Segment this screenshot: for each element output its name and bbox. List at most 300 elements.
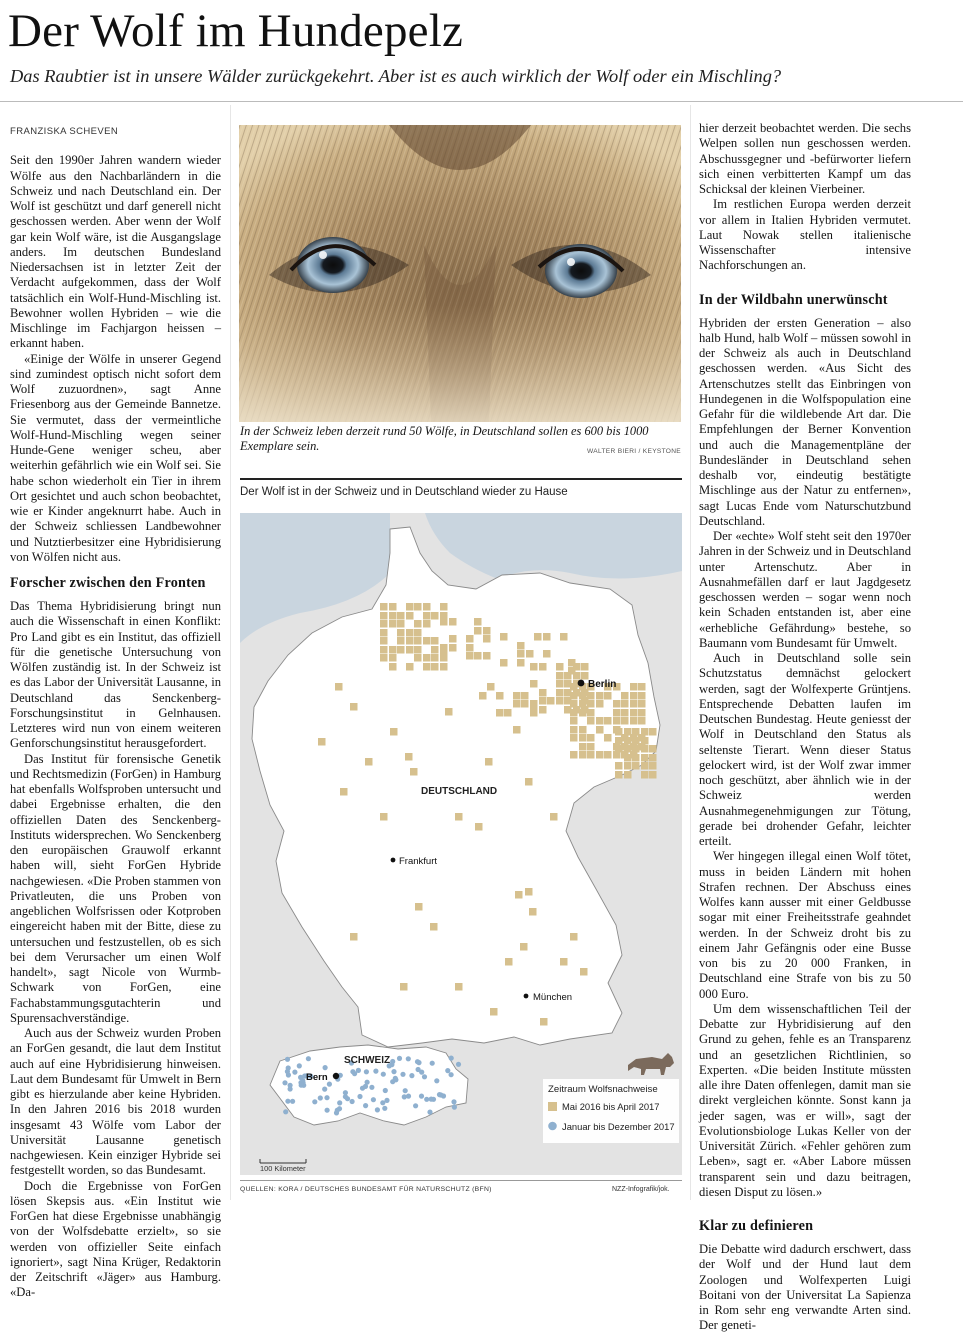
caption-text: In der Schweiz leben derzeit rund 50 Wölfe, in Deutschland sollen es 600 bis 1000 Exemplare sein. (240, 424, 649, 453)
sighting-square (440, 603, 448, 611)
sighting-square (389, 603, 397, 611)
sighting-square (587, 743, 595, 751)
sighting-square (521, 692, 529, 700)
sighting-square (474, 618, 482, 626)
legend-title: Zeitraum Wolfsnachweise (548, 1084, 658, 1095)
paragraph: Doch die Ergebnisse von ForGen lösen Skepsis aus. «Ein Institut wie ForGen hat diese Ergebnisse unabhängig von der Wolfsdebatte erzielt», so sie werden von offizieller Seite einfach ignoriert», sagt Nina Krüger, Redaktorin der Zeitschrift «Jäger» aus Hamburg. «Da- (10, 1178, 221, 1300)
sighting-dot (456, 1062, 461, 1067)
sighting-square (513, 692, 521, 700)
legend-swatch-square (548, 1102, 557, 1111)
sighting-square (505, 958, 513, 966)
sighting-square (641, 771, 649, 779)
sighting-square (449, 635, 457, 643)
sighting-square (641, 754, 649, 762)
legend-label: Mai 2016 bis April 2017 (562, 1101, 660, 1112)
sighting-square (440, 663, 448, 671)
sighting-dot (282, 1080, 287, 1085)
sighting-dot (409, 1073, 414, 1078)
sighting-square (430, 923, 438, 931)
sighting-dot (393, 1077, 398, 1082)
sighting-square (550, 813, 558, 821)
sighting-dot (434, 1078, 439, 1083)
germany-label: DEUTSCHLAND (421, 786, 498, 797)
sighting-square (539, 663, 547, 671)
sighting-dot (419, 1094, 424, 1099)
muenchen-label: München (533, 992, 573, 1003)
sighting-square (406, 646, 414, 654)
sighting-square (485, 758, 493, 766)
sighting-square (547, 697, 555, 705)
sighting-square (414, 620, 422, 628)
paragraph: Der «echte» Wolf steht seit den 1970er Jahren in der Schweiz und in Deutschland unter Artenschutz. Aber in Ausnahmefällen darf er laut Jagdgesetz geschossen werden – sogar wenn noch kein Schaden entstanden ist, aber eine «erhebliche Gefährdung» bestehe, so Baumann vom Bundesamt für Umwelt. (699, 529, 911, 650)
sighting-dot (383, 1088, 388, 1093)
sighting-square (526, 650, 534, 658)
sighting-square (587, 692, 595, 700)
sighting-square (350, 703, 358, 711)
subheadline: Das Raubtier ist in unsere Wälder zurückgekehrt. Aber ist es auch wirklich der Wolf oder ein Mischling? (10, 66, 782, 86)
sighting-square (397, 646, 405, 654)
map-bottom-rule (240, 1180, 682, 1181)
sighting-square (556, 663, 564, 671)
sighting-dot (363, 1103, 368, 1108)
frankfurt-marker (391, 858, 396, 863)
sighting-square (389, 654, 397, 662)
sighting-square (397, 629, 405, 637)
section-heading: Forscher zwischen den Fronten (10, 575, 206, 591)
bern-marker (333, 1073, 339, 1079)
sighting-square (587, 734, 595, 742)
sighting-dot (288, 1086, 293, 1091)
sighting-square (560, 633, 568, 641)
bern-label: Bern (306, 1072, 328, 1083)
sighting-square (521, 700, 529, 708)
paragraph: Wer hingegen illegal einen Wolf tötet, muss in beiden Ländern mit hohen Strafen rechnen. Der Abschuss eines Wolfes kann ausser mit einer Geldbusse sogar mit einer Freiheitsstrafe geahndet werden. In der Schweiz droht bis zu einem Jahr Gefängnis oder eine Busse von bis zu 20 000 Franken, in Deutschland eine Strafe von bis zu 50 000 Euro. (699, 849, 911, 1001)
sighting-square (466, 635, 474, 643)
sighting-square (570, 709, 578, 717)
sighting-square (624, 762, 632, 770)
sighting-dot (413, 1103, 418, 1108)
sighting-dot (400, 1072, 405, 1077)
column-divider (690, 105, 691, 1200)
sighting-square (410, 768, 418, 776)
sighting-square (570, 734, 578, 742)
sighting-dot (371, 1097, 376, 1102)
sighting-dot (430, 1061, 435, 1066)
sighting-square (613, 717, 621, 725)
sighting-square (530, 700, 538, 708)
sighting-square (517, 659, 525, 667)
sighting-square (449, 644, 457, 652)
sighting-square (389, 646, 397, 654)
sighting-square (613, 700, 621, 708)
sighting-square (579, 743, 587, 751)
sighting-square (520, 943, 528, 951)
sighting-square (621, 709, 629, 717)
sighting-square (649, 754, 657, 762)
sighting-dot (318, 1095, 323, 1100)
sighting-square (380, 603, 388, 611)
sighting-square (632, 728, 640, 736)
sighting-dot (406, 1056, 411, 1061)
sighting-dot (422, 1074, 427, 1079)
paragraph: Im restlichen Europa werden derzeit vor allem in Italien Hybriden vermutet. Laut Nowak stellen italienische Wissenschafter intensive Nachforschungen an. (699, 197, 911, 273)
sighting-dot (424, 1097, 429, 1102)
sighting-square (455, 983, 463, 991)
sighting-square (613, 709, 621, 717)
sighting-square (335, 683, 343, 691)
sighting-square (525, 888, 533, 896)
sighting-square (641, 762, 649, 770)
infographic-credit: NZZ-Infografik/jok. (612, 1186, 670, 1193)
sighting-square (570, 726, 578, 734)
sighting-square (579, 700, 587, 708)
paragraph: Auch aus der Schweiz wurden Proben an ForGen gesandt, die laut dem Institut auch auf eine Hybridisierung hinweisen. Laut dem Bundesamt für Umwelt in Bern gibt es hierzulande aber keine Hybriden. In den Jahren 2016 bis 2018 wurden insgesamt 43 Wölfe vom Labor der Universität Lausanne genetisch nachgewiesen. Kein einziger Hybride sei festgestellt worden, so das Bundesamt. (10, 1026, 221, 1178)
sighting-square (539, 689, 547, 697)
sighting-dot (312, 1099, 317, 1104)
sighting-square (615, 771, 623, 779)
sighting-square (389, 612, 397, 620)
sighting-square (431, 654, 439, 662)
sighting-square (440, 644, 448, 652)
berlin-marker (578, 680, 585, 687)
sighting-dot (445, 1068, 450, 1073)
sighting-square (405, 753, 413, 761)
paragraph: Das Institut für forensische Genetik und Rechtsmedizin (ForGen) in Hamburg hat ebenfalls Wolfsproben untersucht und dabei Ergebnisse erhalten, die den offiziellen Daten des Senckenberg-Instituts widersprechen. Wo Senckenberg den europäischen Grauwolf erkannt haben will, sieht ForGen Hybride nachgewiesen. «Die Proben stammen von Privatleuten, die uns Proben von angeblichen Wolfsrissen oder Kotproben eingereicht haben mit der Bitte, diese zu untersuchen und festzustellen, ob es sich bei dem Verursacher um einen Wolf handelt», sagt Nicole von Wurmb-Schwark von ForGen, eine Fachabstammungsgutachterin und Spurensachverständige. (10, 751, 221, 1025)
section-heading: Klar zu definieren (699, 1218, 814, 1234)
sighting-square (580, 968, 588, 976)
sighting-square (638, 717, 646, 725)
sighting-dot (451, 1099, 456, 1104)
sighting-square (615, 762, 623, 770)
sighting-dot (283, 1109, 288, 1114)
legend-swatch-dot (548, 1122, 557, 1131)
sighting-dot (337, 1106, 342, 1111)
sighting-square (604, 734, 612, 742)
top-rule (0, 101, 963, 102)
sighting-dot (397, 1056, 402, 1061)
sighting-square (529, 908, 537, 916)
sighting-dot (285, 1057, 290, 1062)
sighting-square (365, 758, 373, 766)
scale-label: 100 Kilometer (260, 1164, 306, 1173)
sighting-square (615, 728, 623, 736)
sighting-dot (357, 1094, 362, 1099)
sighting-square (517, 642, 525, 650)
article-column-3 (699, 121, 911, 1334)
sighting-square (475, 823, 483, 831)
legend-label: Januar bis Dezember 2017 (562, 1121, 675, 1132)
sighting-square (380, 813, 388, 821)
sighting-dot (350, 1099, 355, 1104)
sighting-square (630, 709, 638, 717)
sighting-square (423, 663, 431, 671)
sighting-dot (449, 1056, 454, 1061)
sighting-dot (382, 1106, 387, 1111)
sighting-square (318, 738, 326, 746)
sighting-square (414, 654, 422, 662)
sighting-square (389, 663, 397, 671)
sighting-dot (286, 1065, 291, 1070)
sighting-square (455, 813, 463, 821)
sighting-square (604, 751, 612, 759)
paragraph: Die Debatte wird dadurch erschwert, dass der Wolf und der Hund laut dem Zoologen und Wolfexperten Luigi Boitani von der Universitat La Sapienza in Rom sehr eng verwandte Arten sind. Der geneti- (699, 1242, 911, 1333)
sighting-square (483, 627, 491, 635)
paragraph: Das Thema Hybridisierung bringt nun auch die Wissenschaft in einen Konflikt: Pro Land gibt es ein Institut, das offiziell für die genetische Untersuchung von Wölfen zuständig ist. In der Schweiz ist es das Labor der Universität Lausanne, in Deutschland das Senckenberg-Forschungsinstitut in Gelnhausen. Letzteres wird nun von einem weiteren Genforschungsinstitut herausgefordert. (10, 599, 221, 751)
sighting-square (624, 754, 632, 762)
sighting-square (397, 612, 405, 620)
sighting-square (570, 683, 578, 691)
paragraph: Seit den 1990er Jahren wandern wieder Wölfe aus den Nachbarländern in die Schweiz und nach Deutschland ein. Der Wolf ist geschützt und darf generell nicht geschossen werden. Aber wenn der Wolf gar kein Wolf wäre, ist die Ausgangslage anders. Im deutschen Bundesland Niedersachsen ist in letzter Zeit der Verdacht aufgekommen, dass der Wolf tatsächlich ein Wolf-Hund-Mischling ist. Bewohner wollen Hybriden – wie die Mischlinge im Fachjargon heissen – erkannt haben. (10, 153, 221, 351)
sighting-square (632, 745, 640, 753)
sighting-square (380, 654, 388, 662)
sighting-square (525, 778, 533, 786)
sighting-square (560, 958, 568, 966)
sighting-square (496, 692, 504, 700)
sighting-square (431, 663, 439, 671)
sighting-square (474, 652, 482, 660)
sighting-square (568, 667, 576, 675)
sighting-square (630, 717, 638, 725)
column-divider (230, 105, 231, 1200)
sighting-square (641, 737, 649, 745)
sighting-square (504, 709, 512, 717)
sighting-square (621, 692, 629, 700)
sighting-square (380, 629, 388, 637)
sighting-dot (297, 1063, 302, 1068)
sighting-square (568, 659, 576, 667)
map-sources: QUELLEN: KORA / DEUTSCHES BUNDESAMT FÜR NATURSCHUTZ (BFN) (240, 1186, 492, 1193)
sighting-square (649, 771, 657, 779)
sighting-square (479, 692, 487, 700)
sighting-square (615, 745, 623, 753)
sighting-square (638, 683, 646, 691)
sighting-square (466, 644, 474, 652)
sighting-square (431, 612, 439, 620)
sighting-dot (290, 1099, 295, 1104)
sighting-square (649, 728, 657, 736)
sighting-dot (324, 1095, 329, 1100)
sighting-square (621, 717, 629, 725)
sighting-square (596, 692, 604, 700)
sighting-square (649, 745, 657, 753)
sighting-square (431, 637, 439, 645)
sighting-square (390, 728, 398, 736)
map-title: Der Wolf ist in der Schweiz und in Deutschland wieder zu Hause (240, 486, 568, 498)
sighting-dot (429, 1097, 434, 1102)
sighting-square (621, 700, 629, 708)
sighting-dot (449, 1072, 454, 1077)
sighting-dot (391, 1069, 396, 1074)
map-rule (240, 478, 682, 480)
sighting-square (540, 1018, 548, 1026)
sighting-square (587, 709, 595, 717)
sighting-dot (437, 1092, 442, 1097)
sighting-square (431, 646, 439, 654)
sighting-dot (406, 1094, 411, 1099)
sighting-square (556, 697, 564, 705)
sighting-dot (375, 1107, 380, 1112)
sighting-square (556, 680, 564, 688)
sighting-dot (292, 1070, 297, 1075)
sighting-square (624, 737, 632, 745)
sighting-dot (306, 1056, 311, 1061)
sighting-square (380, 612, 388, 620)
sighting-square (638, 709, 646, 717)
section-heading: In der Wildbahn unerwünscht (699, 291, 888, 308)
sighting-square (397, 637, 405, 645)
sighting-square (630, 683, 638, 691)
sighting-square (570, 717, 578, 725)
sighting-square (570, 692, 578, 700)
paragraph: Hybriden der ersten Generation – also halb Hund, halb Wolf – müssen sowohl in der Schweiz als auch in Deutschland geschossen werden. «Aus Sicht des Artenschutzes stellt das Einbringen von Hundegenen in die Wolfspopulation eine Gefahr für die wildlebende Art dar. Die Empfehlungen der Berner Konvention und auch die Managementpläne der Bundesländer in Deutschland sehen deshalb vor, eindeutig bestätigte Mischlinge aus der Natur zu entfernen», sagt Lucas Ende vom Naturschutzbund Deutschland. (699, 315, 911, 528)
sighting-square (641, 745, 649, 753)
sighting-square (423, 612, 431, 620)
sighting-dot (343, 1094, 348, 1099)
sighting-dot (299, 1083, 304, 1088)
sighting-square (406, 612, 414, 620)
sighting-square (596, 717, 604, 725)
sighting-square (423, 637, 431, 645)
sighting-square (389, 620, 397, 628)
sighting-square (515, 891, 523, 899)
wolf-eyes-photo (239, 125, 681, 422)
paragraph: Um dem wissenschaftlichen Teil der Debatte zur Hybridisierung auf den Grund zu gehen, fehle es an Transparenz und an gesetzlichen Richtlinien, so Experten. «Die beiden Institute müssten alle ihre Daten offenlegen, damit man sie direkt vergleichen könnte. Sonst kann ja jeder sagen, was er will», sagt der Evolutionsbiologe Lukas Keller von der Universität Zürich. «Fehler gehören zum Leben», sagt er. «Aber Labore müssen transparent sein und dazu beitragen, diesen Disput zu lösen.» (699, 1001, 911, 1199)
headline: Der Wolf im Hundepelz (8, 5, 464, 57)
sighting-square (579, 751, 587, 759)
sighting-square (530, 709, 538, 717)
sighting-square (638, 692, 646, 700)
sighting-square (570, 700, 578, 708)
sighting-dot (364, 1069, 369, 1074)
sighting-square (641, 728, 649, 736)
sighting-square (596, 751, 604, 759)
sighting-square (543, 650, 551, 658)
right-eye (545, 244, 617, 298)
sighting-square (340, 788, 348, 796)
sighting-square (414, 629, 422, 637)
sighting-square (587, 700, 595, 708)
sighting-square (579, 734, 587, 742)
sighting-square (414, 646, 422, 654)
sighting-dot (285, 1099, 290, 1104)
sighting-square (380, 620, 388, 628)
frankfurt-label: Frankfurt (399, 856, 438, 867)
sighting-square (406, 637, 414, 645)
sighting-square (474, 627, 482, 635)
sighting-square (543, 633, 551, 641)
sighting-square (596, 700, 604, 708)
sighting-square (604, 692, 612, 700)
sighting-dot (325, 1108, 330, 1113)
article-column-1 (10, 124, 221, 1301)
sighting-square (630, 692, 638, 700)
sighting-square (414, 637, 422, 645)
sighting-square (556, 689, 564, 697)
sighting-dot (322, 1087, 327, 1092)
sighting-square (414, 603, 422, 611)
sighting-square (500, 633, 508, 641)
sighting-square (632, 737, 640, 745)
wolf-map (240, 513, 682, 1175)
sighting-dot (350, 1069, 355, 1074)
sighting-square (556, 672, 564, 680)
sighting-square (440, 652, 448, 660)
author-byline: FRANZISKA SCHEVEN (10, 126, 119, 137)
sighting-dot (403, 1088, 408, 1093)
sighting-dot (452, 1105, 457, 1110)
sighting-square (581, 663, 589, 671)
sighting-square (649, 762, 657, 770)
berlin-label: Berlin (588, 679, 617, 690)
sighting-square (380, 637, 388, 645)
sighting-square (624, 745, 632, 753)
sighting-dot (427, 1110, 432, 1115)
sighting-square (587, 751, 595, 759)
sighting-dot (380, 1100, 385, 1105)
sighting-square (415, 903, 423, 911)
paragraph: «Einige der Wölfe in unserer Gegend sind zumindest optisch nicht sofort dem Wolf zuzuordnen», sagt Anne Friesenborg aus der Gemeinde Bannetze. Sie vermutet, dass der vermeintliche Wolf-Hund-Mischling wegen seiner Hunde-Gene weniger scheu, aber weiterhin gefährlich wie ein Wolf sei. Sie habe schon wiederholt ein Tier in ihrem Ort gesichtet und auch schon beobachtet, wie er Kinder angeknurrt habe. Auch in der Schweiz schliessen Landbewohner und Nutztierbesitzer eine Hybridisierung von Wölfen nicht aus. (10, 351, 221, 564)
sighting-dot (381, 1072, 386, 1077)
sighting-square (445, 708, 453, 716)
sighting-square (630, 700, 638, 708)
sighting-square (579, 726, 587, 734)
sighting-square (490, 1008, 498, 1016)
switzerland-label: SCHWEIZ (344, 1055, 391, 1066)
sighting-dot (416, 1060, 421, 1065)
sighting-square (587, 717, 595, 725)
sighting-square (534, 633, 542, 641)
map-legend (543, 1079, 679, 1143)
sighting-dot (365, 1080, 370, 1085)
sighting-square (570, 751, 578, 759)
sighting-square (483, 652, 491, 660)
paragraph: Auch in Deutschland solle sein Schutzstatus demnächst gelockert werden, sagt der Wolfexperte Grüntjens. Entsprechende Debatten laufen im Deutschen Bundestag. Heute geniesst der Wolf in Deutschland den Status als seltenste Tierart. Wenn dieser Status gelockert wird, ist der Wolf zwar immer noch geschützt, aber ähnlich wie in der Schweiz werden Ausnahmegenehmigungen zur Tötung, gerade bei drohender Gefahr, leichter erteilt. (699, 651, 911, 848)
sighting-square (500, 659, 508, 667)
sighting-square (397, 620, 405, 628)
sighting-square (513, 700, 521, 708)
sighting-square (530, 680, 538, 688)
sighting-square (406, 663, 414, 671)
sighting-square (624, 728, 632, 736)
sighting-square (400, 983, 408, 991)
muenchen-marker (524, 994, 529, 999)
sighting-dot (373, 1069, 378, 1074)
sighting-square (596, 726, 604, 734)
sighting-square (624, 771, 632, 779)
sighting-square (406, 603, 414, 611)
sighting-square (350, 933, 358, 941)
sighting-dot (337, 1100, 342, 1105)
sighting-square (638, 700, 646, 708)
sighting-dot (334, 1110, 339, 1115)
sighting-square (487, 683, 495, 691)
sighting-square (423, 603, 431, 611)
sighting-square (466, 652, 474, 660)
photo-credit: WALTER BIERI / KEYSTONE (587, 448, 681, 455)
sighting-square (604, 717, 612, 725)
sighting-square (380, 646, 388, 654)
sighting-square (517, 650, 525, 658)
sighting-square (423, 654, 431, 662)
sighting-square (570, 933, 578, 941)
sighting-square (579, 692, 587, 700)
paragraph: hier derzeit beobachtet werden. Die sechs Welpen sollen nun geschossen werden. Abschussgegner und -befürworter liefern sich einen verbitterten Kampf um das Schicksal der kleinen Vierbeiner. (699, 121, 911, 196)
sighting-dot (416, 1067, 421, 1072)
sighting-square (632, 754, 640, 762)
sighting-square (449, 618, 457, 626)
photo-caption (240, 424, 681, 459)
sighting-dot (369, 1085, 374, 1090)
